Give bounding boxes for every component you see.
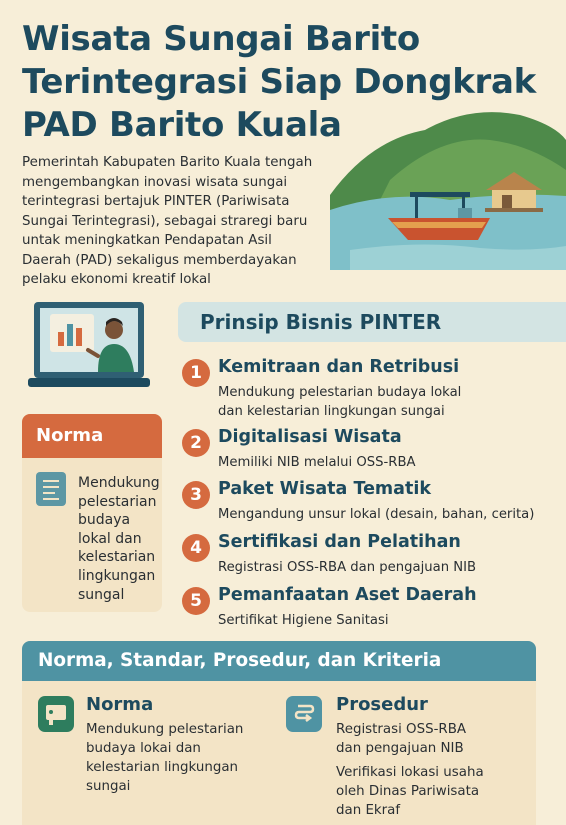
norma-line: pelestarian <box>78 493 157 510</box>
number-badge: 3 <box>182 481 210 509</box>
norma-column-text <box>86 720 243 796</box>
number-badge: 1 <box>182 359 210 387</box>
title-line-3: PAD Barito Kuala <box>22 105 342 145</box>
nspk-header <box>22 641 536 681</box>
prosedur-line: oleh Dinas Pariwisata <box>336 784 480 799</box>
intro-line: untak meningkatkan Pendapatan Asil <box>22 233 272 248</box>
intro-line: mengembangkan inovasi wisata sungai <box>22 174 288 190</box>
norma-line: budaya <box>78 512 131 529</box>
principle-item-4 <box>182 534 562 584</box>
principle-description <box>218 505 534 524</box>
norma-line: sungal <box>78 586 125 603</box>
intro-paragraph <box>22 153 337 290</box>
description-line: Mengandung unsur lokal (desain, bahan, cerita) <box>218 507 535 522</box>
principle-description <box>218 558 476 577</box>
principle-title: Kemitraan dan Retribusi <box>218 357 460 377</box>
norma-card <box>22 414 162 612</box>
norma-line: lingkungan <box>78 567 156 584</box>
prosedur-column-text-b <box>336 763 484 820</box>
principle-description <box>218 383 461 421</box>
principle-title: Pemanfaatan Aset Daerah <box>218 585 477 605</box>
description-line: Registrasi OSS-RBA dan pengajuan NIB <box>218 560 477 575</box>
principle-title: Digitalisasi Wisata <box>218 427 402 447</box>
principle-item-2 <box>182 429 562 479</box>
prosedur-line: Registrasi OSS-RBA <box>336 722 467 737</box>
nspk-title: Norma, Standar, Prosedur, dan Kriteria <box>38 650 442 671</box>
norma-column-line: sungai <box>86 779 131 794</box>
norma-line: lokal dan <box>78 530 142 547</box>
norma-column-line: kelestarian lingkungan <box>86 760 239 775</box>
number-badge: 5 <box>182 587 210 615</box>
norma-column-line: Mendukung pelestarian <box>86 722 244 737</box>
principle-title: Sertifikasi dan Pelatihan <box>218 532 461 552</box>
norma-column-title: Norma <box>86 694 154 715</box>
norma-line: Mendukung <box>78 475 160 491</box>
laptop-person-illustration <box>28 300 158 395</box>
description-line: Sertifikat Higiene Sanitasi <box>218 613 389 628</box>
nspk-section <box>22 641 536 825</box>
intro-line: pelaku ekonomi kreatif lokal <box>22 272 211 287</box>
title-line-2: Terintegrasi Siap Dongkrak <box>22 62 536 102</box>
number-badge: 4 <box>182 534 210 562</box>
number-badge: 2 <box>182 429 210 457</box>
prosedur-column-text-a <box>336 720 466 758</box>
title-line-1: Wisata Sungai Barito <box>22 19 420 59</box>
intro-line: Pemerintah Kabupaten Barito Kuala tengah <box>22 155 313 170</box>
norma-card-title: Norma <box>36 425 104 446</box>
description-line: dan kelestarian lingkungan sungai <box>218 404 445 419</box>
prosedur-line: dan Ekraf <box>336 803 401 818</box>
norma-line: kelestarian <box>78 549 156 566</box>
description-line: Mendukung pelestarian budaya lokal <box>218 385 462 400</box>
intro-line: Daerah (PAD) sekaligus memberdayakan <box>22 252 297 268</box>
norma-card-header <box>22 414 162 458</box>
prosedur-column-title: Prosedur <box>336 694 428 715</box>
intro-line: terintegrasi bertajuk PINTER (Pariwisata <box>22 194 290 209</box>
principle-title: Paket Wisata Tematik <box>218 479 431 499</box>
principle-description <box>218 611 389 630</box>
description-line: Memiliki NIB melalui OSS-RBA <box>218 455 416 470</box>
prosedur-flow-icon <box>286 696 322 732</box>
norma-board-icon <box>38 696 74 732</box>
intro-line: Sungai Terintegrasi), sebagai straregi baru <box>22 213 308 229</box>
principle-item-1 <box>182 357 562 419</box>
norma-card-text <box>78 474 160 604</box>
principle-item-3 <box>182 481 562 531</box>
river-boat-illustration <box>330 100 566 270</box>
principles-header <box>178 302 566 342</box>
document-icon <box>36 472 66 506</box>
principle-item-5 <box>182 587 562 637</box>
principles-title: Prinsip Bisnis PINTER <box>200 310 442 334</box>
norma-column-line: budaya lokai dan <box>86 741 201 756</box>
principle-description <box>218 453 416 472</box>
prosedur-line: Verifikasi lokasi usaha <box>336 765 484 780</box>
prosedur-line: dan pengajuan NIB <box>336 741 464 756</box>
